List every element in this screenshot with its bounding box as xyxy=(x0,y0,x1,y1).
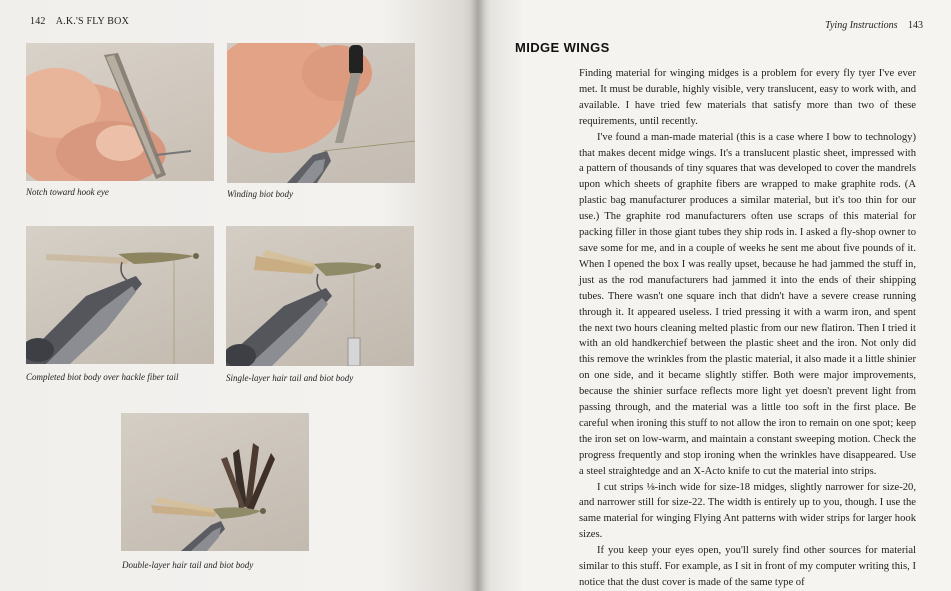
paragraph: If you keep your eyes open, you'll surely find other sources for material similar to this stuff. For example, as I sit in front of my computer writing this, I notice that the dust cover is made of the same type of xyxy=(579,545,916,588)
left-running-title: A.K.'S FLY BOX xyxy=(55,16,130,27)
right-running-head xyxy=(825,20,923,31)
caption-photo5: Double-layer hair tail and biot body xyxy=(122,560,254,570)
body-text xyxy=(579,66,916,591)
photo3-illustration xyxy=(26,226,214,364)
caption-photo3: Completed biot body over hackle fiber tail xyxy=(26,372,179,382)
photo1-illustration xyxy=(26,43,214,181)
caption-photo4: Single-layer hair tail and biot body xyxy=(226,373,354,383)
book-gutter xyxy=(470,0,486,591)
paragraph: I've found a man-made material (this is a case where I bow to technology) that makes decent midge wings. It's a translucent plastic sheet, impressed with a pattern of thousands of tiny squares that was developed to cover the mandrels upon which sheets of graphite fibers are wrapped to make graphite rods. (A plastic bag manufacturer produces a similar material, but it's too thin for our use.) The graphite rod manufacturers often use scraps of this material for packing filler in those giant tubes they ship rods in. I asked a fly-shop owner to save some for me, and in a couple of weeks he sent me about five pounds of it. When I opened the box I was really upset, because he had jammed the stuff in, just as the rod manufacturers had jammed it into the ends of their shipping tubes. There wasn't one square inch that didn't have a severe crease running through it. It appeared useless. I tried pressing it with a warm iron, and spent the next two hours cleaning melted plastic from our new flatiron. Then I tried it with an old handkerchief between the plastic sheet and the iron. Not only did this remove the wrinkles from the plastic material, it also made it a little shinier on one side, and it became slightly stiffer. Both were major improvements, because the shinier surface reflects more light yet doesn't prevent light from passing through, and the material was a little too soft in the first place. Be careful when ironing this stuff to not allow the iron to remain on one spot; keep the iron set on low-warm, and maintain a constant sweeping motion. Check the progress frequently and stop ironing when the wrinkles have disappeared. Use a steel straightedge and an X-Acto knife to cut the material into strips. xyxy=(579,131,916,477)
photo-completed-biot-body xyxy=(26,226,214,364)
left-running-head xyxy=(30,16,129,27)
photo4-illustration xyxy=(226,226,414,366)
photo2-illustration xyxy=(227,43,415,183)
paragraph: Finding material for winging midges is a problem for every fly tyer I've ever met. It must be durable, highly visible, very translucent, easy to work with, and available. I have tried few materials that satisfy more than two of these requirements, until recently. xyxy=(579,68,916,127)
photo5-illustration xyxy=(121,413,309,551)
right-running-title: Tying Instructions xyxy=(825,20,898,31)
caption-photo1: Notch toward hook eye xyxy=(26,187,109,197)
right-page-number: 143 xyxy=(908,20,923,31)
caption-photo2: Winding biot body xyxy=(227,189,293,199)
photo-double-layer-hair-tail xyxy=(121,413,309,551)
photo-single-layer-hair-tail xyxy=(226,226,414,366)
photo-notch-toward-hook-eye xyxy=(26,43,214,181)
photo-winding-biot-body xyxy=(227,43,415,183)
paragraph: I cut strips ⅛-inch wide for size-18 midges, slightly narrower for size-20, and narrower still for size-22. The width is entirely up to you, though. I use the same material for winging Flying Ant patterns with wider strips for larger hook sizes. xyxy=(579,481,916,541)
section-title: MIDGE WINGS xyxy=(515,40,610,55)
left-page-number: 142 xyxy=(30,16,46,27)
